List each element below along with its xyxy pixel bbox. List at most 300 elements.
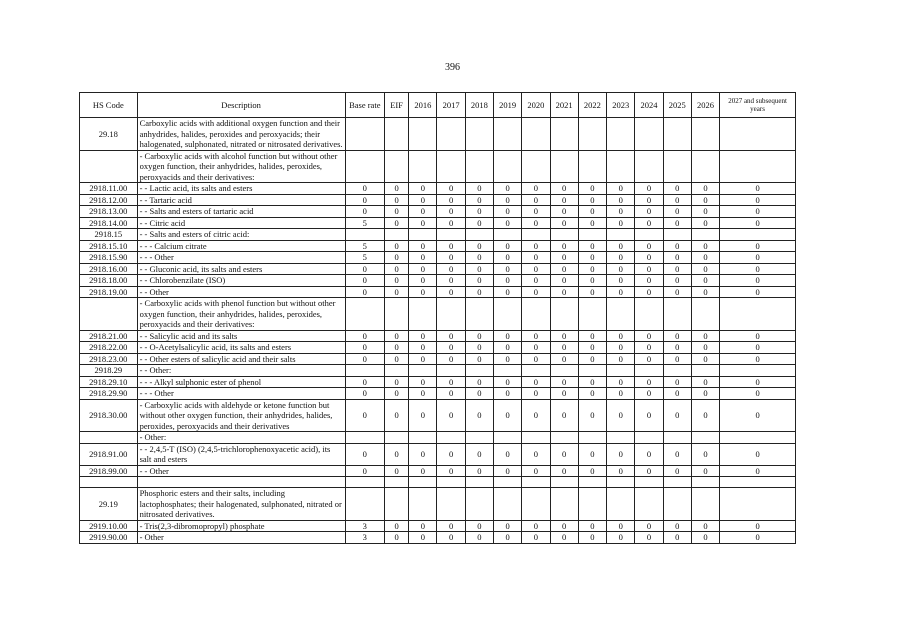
rate-cell: 0 (607, 183, 635, 195)
rate-cell: 0 (409, 275, 437, 287)
rate-cell: 0 (345, 206, 384, 218)
table-row (80, 217, 796, 229)
rate-cell: 0 (691, 520, 719, 532)
rate-cell (607, 488, 635, 521)
rate-cell (607, 298, 635, 331)
rate-cell (409, 298, 437, 331)
hs-code-cell: 2918.15.90 (80, 252, 138, 264)
rate-cell: 0 (409, 342, 437, 354)
rate-cell: 0 (663, 342, 691, 354)
rate-cell: 0 (522, 388, 550, 400)
rate-cell (345, 118, 384, 151)
rate-cell: 0 (607, 252, 635, 264)
rate-cell: 0 (607, 330, 635, 342)
table-row (80, 342, 796, 354)
table-row (80, 477, 796, 488)
rate-cell: 0 (409, 217, 437, 229)
rate-cell (437, 150, 465, 183)
rate-cell (578, 229, 606, 241)
description-cell: - - Salts and esters of tartaric acid (137, 206, 345, 218)
rate-cell (345, 477, 384, 488)
rate-cell: 0 (465, 520, 493, 532)
rate-cell: 0 (494, 217, 522, 229)
rate-cell: 0 (522, 342, 550, 354)
rate-cell: 0 (345, 388, 384, 400)
rate-cell: 0 (691, 342, 719, 354)
rate-cell: 0 (384, 376, 408, 388)
rate-cell: 0 (494, 194, 522, 206)
rate-cell: 0 (720, 443, 796, 465)
rate-cell (607, 118, 635, 151)
rate-cell (550, 118, 578, 151)
hs-code-cell (80, 477, 138, 488)
description-cell: - - Salts and esters of citric acid: (137, 229, 345, 241)
column-header: Description (137, 93, 345, 118)
rate-cell: 0 (663, 330, 691, 342)
table-row (80, 206, 796, 218)
rate-cell: 0 (437, 353, 465, 365)
rate-cell (720, 488, 796, 521)
column-header: 2017 (437, 93, 465, 118)
rate-cell (522, 150, 550, 183)
rate-cell: 0 (607, 399, 635, 432)
rate-cell (720, 118, 796, 151)
rate-cell (691, 432, 719, 444)
table-row (80, 399, 796, 432)
hs-code-cell: 2918.16.00 (80, 263, 138, 275)
rate-cell: 0 (578, 520, 606, 532)
rate-cell: 0 (691, 465, 719, 477)
rate-cell: 0 (522, 252, 550, 264)
description-cell: - - Lactic acid, its salts and esters (137, 183, 345, 195)
column-header: 2022 (578, 93, 606, 118)
rate-cell (465, 229, 493, 241)
rate-cell (691, 488, 719, 521)
rate-cell: 0 (437, 376, 465, 388)
rate-cell: 0 (691, 217, 719, 229)
hs-code-cell: 2918.23.00 (80, 353, 138, 365)
rate-cell: 0 (409, 263, 437, 275)
rate-cell (384, 488, 408, 521)
description-cell: - Carboxylic acids with phenol function but without other oxygen function, their anhydrides, halides, peroxides, peroxyacids and their derivatives: (137, 298, 345, 331)
rate-cell: 0 (522, 275, 550, 287)
rate-cell: 0 (578, 252, 606, 264)
rate-cell (465, 118, 493, 151)
rate-cell (578, 118, 606, 151)
rate-cell: 0 (578, 263, 606, 275)
rate-cell (691, 365, 719, 377)
hs-code-cell: 2918.15.10 (80, 240, 138, 252)
hs-code-cell: 2918.21.00 (80, 330, 138, 342)
rate-cell (345, 150, 384, 183)
rate-cell (409, 477, 437, 488)
rate-cell (384, 118, 408, 151)
rate-cell: 0 (465, 465, 493, 477)
rate-cell: 0 (384, 330, 408, 342)
rate-cell: 0 (720, 252, 796, 264)
rate-cell (607, 229, 635, 241)
table-row (80, 376, 796, 388)
table-row (80, 465, 796, 477)
description-cell: - - Salicylic acid and its salts (137, 330, 345, 342)
rate-cell: 0 (409, 376, 437, 388)
rate-cell: 0 (607, 217, 635, 229)
rate-cell: 0 (691, 240, 719, 252)
description-cell: - - - Other (137, 252, 345, 264)
rate-cell (607, 365, 635, 377)
rate-cell (635, 150, 663, 183)
rate-cell: 0 (409, 465, 437, 477)
rate-cell: 0 (522, 217, 550, 229)
rate-cell: 0 (720, 330, 796, 342)
rate-cell: 0 (465, 240, 493, 252)
hs-code-cell: 2919.90.00 (80, 532, 138, 544)
column-header: HS Code (80, 93, 138, 118)
rate-cell: 0 (607, 520, 635, 532)
rate-cell (578, 488, 606, 521)
table-row (80, 520, 796, 532)
rate-cell (550, 229, 578, 241)
rate-cell (494, 432, 522, 444)
rate-cell (522, 365, 550, 377)
rate-cell: 0 (409, 286, 437, 298)
rate-cell: 0 (720, 520, 796, 532)
rate-cell: 0 (691, 388, 719, 400)
rate-cell: 0 (578, 443, 606, 465)
rate-cell (691, 150, 719, 183)
hs-code-cell: 2918.13.00 (80, 206, 138, 218)
rate-cell: 0 (720, 183, 796, 195)
rate-cell: 0 (691, 275, 719, 287)
hs-code-cell: 2918.29.90 (80, 388, 138, 400)
rate-cell: 0 (720, 286, 796, 298)
table-row (80, 432, 796, 444)
table-row (80, 275, 796, 287)
rate-cell (345, 298, 384, 331)
rate-cell: 0 (345, 286, 384, 298)
rate-cell: 0 (522, 520, 550, 532)
rate-cell: 0 (578, 399, 606, 432)
rate-cell: 0 (635, 399, 663, 432)
rate-cell: 0 (663, 532, 691, 544)
rate-cell: 0 (691, 353, 719, 365)
rate-cell: 0 (663, 399, 691, 432)
rate-cell (663, 229, 691, 241)
rate-cell (465, 298, 493, 331)
rate-cell (663, 477, 691, 488)
rate-cell: 0 (409, 388, 437, 400)
rate-cell: 0 (720, 206, 796, 218)
rate-cell: 0 (437, 206, 465, 218)
rate-cell: 0 (550, 206, 578, 218)
rate-cell: 0 (578, 194, 606, 206)
rate-cell (522, 477, 550, 488)
rate-cell: 0 (635, 206, 663, 218)
rate-cell: 0 (409, 353, 437, 365)
rate-cell (691, 298, 719, 331)
rate-cell: 0 (635, 443, 663, 465)
rate-cell (720, 477, 796, 488)
description-cell: - - Gluconic acid, its salts and esters (137, 263, 345, 275)
rate-cell (345, 432, 384, 444)
rate-cell: 0 (550, 376, 578, 388)
rate-cell: 0 (550, 465, 578, 477)
rate-cell: 0 (465, 443, 493, 465)
table-row (80, 150, 796, 183)
rate-cell (384, 432, 408, 444)
rate-cell: 0 (635, 263, 663, 275)
rate-cell: 0 (409, 443, 437, 465)
rate-cell: 3 (345, 532, 384, 544)
rate-cell (663, 150, 691, 183)
table-row (80, 252, 796, 264)
rate-cell: 0 (465, 206, 493, 218)
rate-cell (494, 150, 522, 183)
column-header: EIF (384, 93, 408, 118)
hs-code-cell: 2918.30.00 (80, 399, 138, 432)
rate-cell (635, 477, 663, 488)
rate-cell: 0 (550, 330, 578, 342)
rate-cell: 0 (465, 330, 493, 342)
hs-code-cell: 2918.91.00 (80, 443, 138, 465)
rate-cell (663, 118, 691, 151)
description-cell: - - Other (137, 465, 345, 477)
rate-cell: 0 (720, 275, 796, 287)
rate-cell: 0 (465, 376, 493, 388)
rate-cell: 0 (345, 183, 384, 195)
rate-cell: 0 (550, 217, 578, 229)
column-header: 2020 (522, 93, 550, 118)
rate-cell: 0 (578, 532, 606, 544)
rate-cell (607, 150, 635, 183)
description-cell: - Other: (137, 432, 345, 444)
hs-code-cell: 2918.29.10 (80, 376, 138, 388)
rate-cell: 0 (720, 532, 796, 544)
description-cell: - - O-Acetylsalicylic acid, its salts and esters (137, 342, 345, 354)
rate-cell: 0 (578, 376, 606, 388)
rate-cell: 0 (345, 376, 384, 388)
rate-cell: 0 (465, 342, 493, 354)
rate-cell (437, 229, 465, 241)
rate-cell (663, 298, 691, 331)
description-cell: Phosphoric esters and their salts, including lactophosphates; their halogenated, sulphonated, nitrated or nitrosated derivatives. (137, 488, 345, 521)
rate-cell: 0 (691, 252, 719, 264)
rate-cell: 0 (550, 532, 578, 544)
rate-cell: 0 (345, 263, 384, 275)
rate-cell: 0 (345, 399, 384, 432)
rate-cell: 0 (384, 286, 408, 298)
rate-cell: 0 (550, 353, 578, 365)
rate-cell: 0 (578, 275, 606, 287)
rate-cell (437, 298, 465, 331)
rate-cell: 0 (494, 252, 522, 264)
rate-cell: 0 (720, 194, 796, 206)
table-row (80, 488, 796, 521)
rate-cell: 0 (578, 217, 606, 229)
rate-cell: 0 (494, 520, 522, 532)
rate-cell (384, 229, 408, 241)
rate-cell (691, 229, 719, 241)
rate-cell: 0 (409, 330, 437, 342)
rate-cell (384, 298, 408, 331)
rate-cell: 0 (465, 532, 493, 544)
rate-cell: 0 (465, 286, 493, 298)
description-cell: - - - Calcium citrate (137, 240, 345, 252)
rate-cell: 0 (345, 353, 384, 365)
rate-cell: 0 (691, 399, 719, 432)
rate-cell: 0 (691, 376, 719, 388)
rate-cell: 0 (437, 217, 465, 229)
rate-cell: 0 (465, 183, 493, 195)
rate-cell: 0 (345, 465, 384, 477)
rate-cell: 0 (550, 194, 578, 206)
rate-cell: 0 (437, 183, 465, 195)
rate-cell: 0 (494, 275, 522, 287)
hs-code-cell: 2918.29 (80, 365, 138, 377)
rate-cell (494, 229, 522, 241)
rate-cell: 0 (635, 217, 663, 229)
rate-cell: 0 (409, 520, 437, 532)
rate-cell: 0 (720, 342, 796, 354)
rate-cell (720, 365, 796, 377)
rate-cell: 0 (437, 443, 465, 465)
rate-cell (550, 365, 578, 377)
rate-cell (522, 488, 550, 521)
rate-cell: 0 (635, 240, 663, 252)
rate-cell: 0 (635, 465, 663, 477)
hs-code-cell: 29.18 (80, 118, 138, 151)
rate-cell: 0 (691, 183, 719, 195)
rate-cell: 0 (384, 399, 408, 432)
rate-cell: 0 (607, 376, 635, 388)
rate-cell: 0 (635, 194, 663, 206)
rate-cell: 0 (465, 194, 493, 206)
rate-cell (663, 432, 691, 444)
rate-cell: 0 (437, 252, 465, 264)
rate-cell: 0 (607, 465, 635, 477)
rate-cell: 0 (437, 275, 465, 287)
rate-cell (720, 432, 796, 444)
rate-cell: 0 (550, 520, 578, 532)
rate-cell (465, 432, 493, 444)
hs-code-cell: 2918.15 (80, 229, 138, 241)
rate-cell: 0 (607, 263, 635, 275)
rate-cell: 0 (607, 286, 635, 298)
hs-code-cell: 2918.12.00 (80, 194, 138, 206)
rate-cell (720, 229, 796, 241)
rate-cell (384, 150, 408, 183)
rate-cell: 0 (550, 183, 578, 195)
rate-cell: 0 (691, 194, 719, 206)
rate-cell: 0 (494, 465, 522, 477)
rate-cell: 0 (635, 520, 663, 532)
column-header: 2025 (663, 93, 691, 118)
rate-cell (635, 298, 663, 331)
rate-cell: 0 (691, 532, 719, 544)
column-header: 2016 (409, 93, 437, 118)
rate-cell: 0 (384, 183, 408, 195)
rate-cell: 0 (345, 194, 384, 206)
rate-cell: 0 (691, 330, 719, 342)
rate-cell (607, 477, 635, 488)
rate-cell: 0 (635, 376, 663, 388)
rate-cell: 0 (691, 206, 719, 218)
rate-cell: 0 (437, 520, 465, 532)
rate-cell: 0 (663, 388, 691, 400)
rate-cell (409, 229, 437, 241)
rate-cell: 0 (437, 240, 465, 252)
rate-cell: 0 (494, 330, 522, 342)
rate-cell: 0 (663, 465, 691, 477)
rate-cell: 0 (494, 532, 522, 544)
rate-cell (437, 432, 465, 444)
rate-cell (409, 365, 437, 377)
description-cell: - - Chlorobenzilate (ISO) (137, 275, 345, 287)
tariff-table (79, 92, 796, 544)
hs-code-cell: 2918.18.00 (80, 275, 138, 287)
rate-cell: 0 (607, 353, 635, 365)
rate-cell: 0 (663, 443, 691, 465)
rate-cell: 0 (550, 275, 578, 287)
rate-cell: 0 (494, 240, 522, 252)
description-cell: - Other (137, 532, 345, 544)
table-row (80, 298, 796, 331)
rate-cell (465, 488, 493, 521)
rate-cell: 0 (607, 443, 635, 465)
rate-cell: 0 (522, 194, 550, 206)
rate-cell: 0 (607, 388, 635, 400)
rate-cell: 0 (465, 252, 493, 264)
column-header: 2021 (550, 93, 578, 118)
rate-cell: 0 (663, 240, 691, 252)
rate-cell (635, 229, 663, 241)
column-header: Base rate (345, 93, 384, 118)
hs-code-cell: 29.19 (80, 488, 138, 521)
hs-code-cell (80, 150, 138, 183)
hs-code-cell (80, 298, 138, 331)
rate-cell: 0 (550, 263, 578, 275)
rate-cell: 0 (437, 194, 465, 206)
rate-cell: 0 (494, 376, 522, 388)
rate-cell: 0 (691, 443, 719, 465)
rate-cell: 0 (550, 342, 578, 354)
column-header: 2024 (635, 93, 663, 118)
rate-cell: 0 (578, 353, 606, 365)
rate-cell: 0 (635, 183, 663, 195)
rate-cell (437, 477, 465, 488)
rate-cell (691, 477, 719, 488)
hs-code-cell: 2918.19.00 (80, 286, 138, 298)
rate-cell: 0 (578, 286, 606, 298)
rate-cell: 0 (384, 206, 408, 218)
description-cell: - Carboxylic acids with aldehyde or ketone function but without other oxygen function, their anhydrides, halides, peroxides, peroxyacids and their derivatives (137, 399, 345, 432)
hs-code-cell: 2918.11.00 (80, 183, 138, 195)
rate-cell: 0 (522, 240, 550, 252)
table-row (80, 263, 796, 275)
rate-cell: 0 (384, 443, 408, 465)
rate-cell: 0 (720, 263, 796, 275)
rate-cell: 0 (578, 183, 606, 195)
table-row (80, 286, 796, 298)
rate-cell: 0 (578, 342, 606, 354)
rate-cell: 0 (409, 240, 437, 252)
rate-cell: 0 (437, 286, 465, 298)
rate-cell (345, 365, 384, 377)
rate-cell: 0 (522, 465, 550, 477)
rate-cell: 0 (384, 532, 408, 544)
rate-cell: 0 (437, 532, 465, 544)
rate-cell (663, 365, 691, 377)
